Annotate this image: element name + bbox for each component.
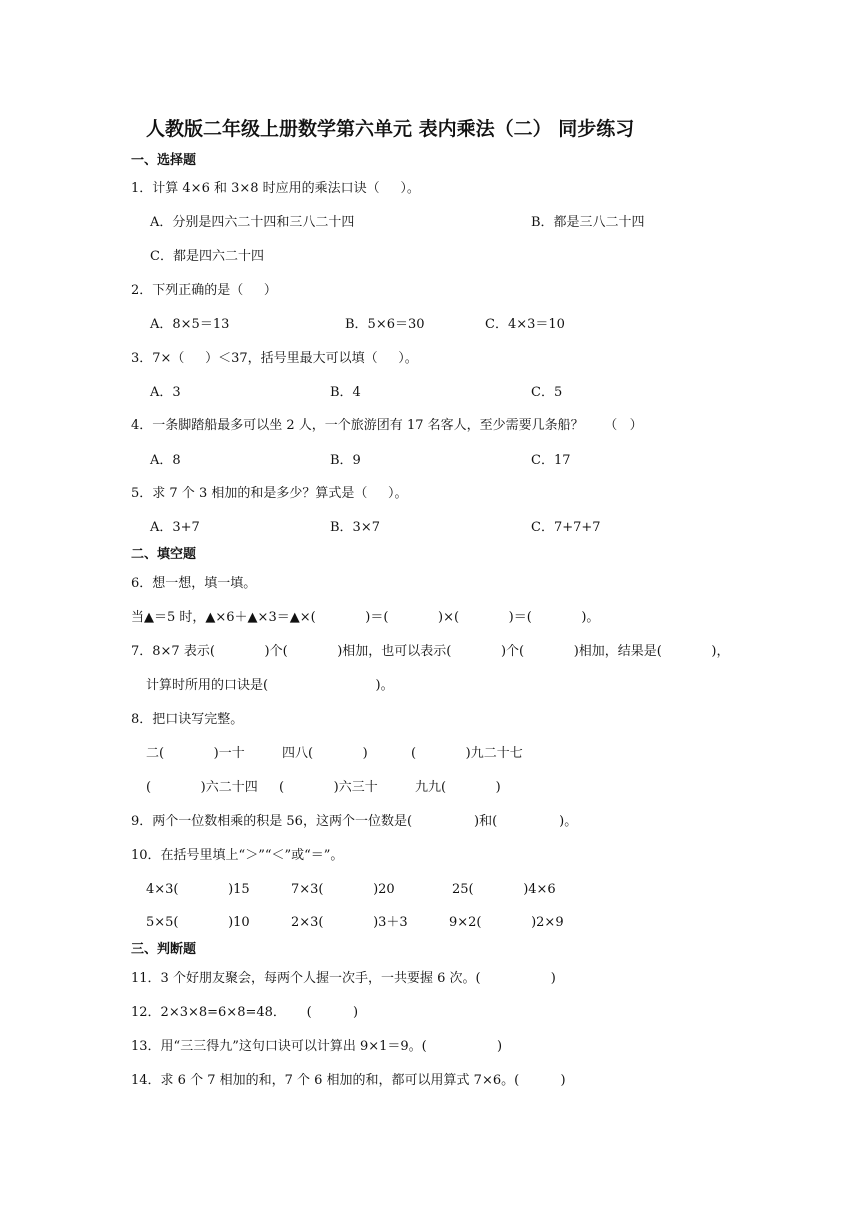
question-2-option-b: B．5×6＝30 [345,317,425,332]
question-8-row2-item1: ( )六二十四 [146,780,258,795]
question-14-stem: 14．求 6 个 7 相加的和，7 个 6 相加的和，都可以用算式 7×6。( ) [131,1073,566,1088]
question-8-row1-item3: ( )九二十七 [411,746,523,761]
question-13-stem: 13．用“三三得九”这句口诀可以计算出 9×1＝9。( ) [131,1039,503,1054]
question-6-stem: 6．想一想，填一填。 [131,576,257,591]
question-8-stem: 8．把口诀写完整。 [131,712,244,727]
question-12-stem: 12．2×3×8=6×8=48． ( ) [131,1005,359,1020]
question-10-row1-item1: 4×3( )15 [146,882,250,897]
question-4-option-b: B．9 [330,453,361,468]
question-3-option-c: C．5 [531,385,563,400]
question-10-row2-item2: 2×3( )3＋3 [291,915,408,930]
question-5-stem: 5．求 7 个 3 相加的和是多少？算式是（ ）。 [131,486,408,501]
question-7-line-1: 7．8×7 表示( )个( )相加，也可以表示( )个( )相加，结果是( )， [131,644,730,659]
question-8-row1-item2: 四八( ) [282,746,368,761]
question-1-option-a: A．分别是四六二十四和三八二十四 [150,215,355,230]
section-heading-fill: 二、填空题 [131,547,197,562]
question-10-row1-item2: 7×3( )20 [291,882,395,897]
question-5-option-a: A．3+7 [150,520,200,535]
question-4-option-a: A．8 [150,453,181,468]
question-7-line-2: 计算时所用的口诀是( )。 [146,678,394,693]
question-10-stem: 10．在括号里填上“＞”“＜”或“＝”。 [131,848,344,863]
question-5-option-b: B．3×7 [330,520,380,535]
question-6-line: 当▲＝5 时，▲×6＋▲×3＝▲×( )＝( )×( )＝( )。 [131,610,600,625]
page-title: 人教版二年级上册数学第六单元 表内乘法（二） 同步练习 [146,118,635,140]
question-5-option-c: C．7+7+7 [531,520,601,535]
question-2-option-c: C．4×3＝10 [485,317,565,332]
question-9-stem: 9．两个一位数相乘的积是 56，这两个一位数是( )和( )。 [131,814,578,829]
question-8-row2-item3: 九九( ) [415,780,501,795]
section-heading-choice: 一、选择题 [131,153,197,168]
question-2-option-a: A．8×5＝13 [150,317,230,332]
question-11-stem: 11．3 个好朋友聚会，每两个人握一次手，一共要握 6 次。( ) [131,971,556,986]
question-1-stem: 1．计算 4×6 和 3×8 时应用的乘法口诀（ ）。 [131,181,420,196]
question-3-option-a: A．3 [150,385,181,400]
question-10-row1-item3: 25( )4×6 [452,882,556,897]
question-1-option-b: B．都是三八二十四 [531,215,645,230]
question-4-option-c: C．17 [531,453,571,468]
question-10-row2-item1: 5×5( )10 [146,915,250,930]
question-10-row2-item3: 9×2( )2×9 [449,915,564,930]
question-1-option-c: C．都是四六二十四 [150,249,264,264]
question-3-option-b: B．4 [330,385,361,400]
question-8-row1-item1: 二( )一十 [146,746,245,761]
question-3-stem: 3．7×（ ）＜37，括号里最大可以填（ ）。 [131,351,418,366]
question-8-row2-item2: ( )六三十 [279,780,378,795]
question-2-stem: 2．下列正确的是（ ） [131,283,277,298]
question-4-stem: 4．一条脚踏船最多可以坐 2 人，一个旅游团有 17 名客人，至少需要几条船？ （ ） [131,418,643,433]
section-heading-judge: 三、判断题 [131,942,197,957]
